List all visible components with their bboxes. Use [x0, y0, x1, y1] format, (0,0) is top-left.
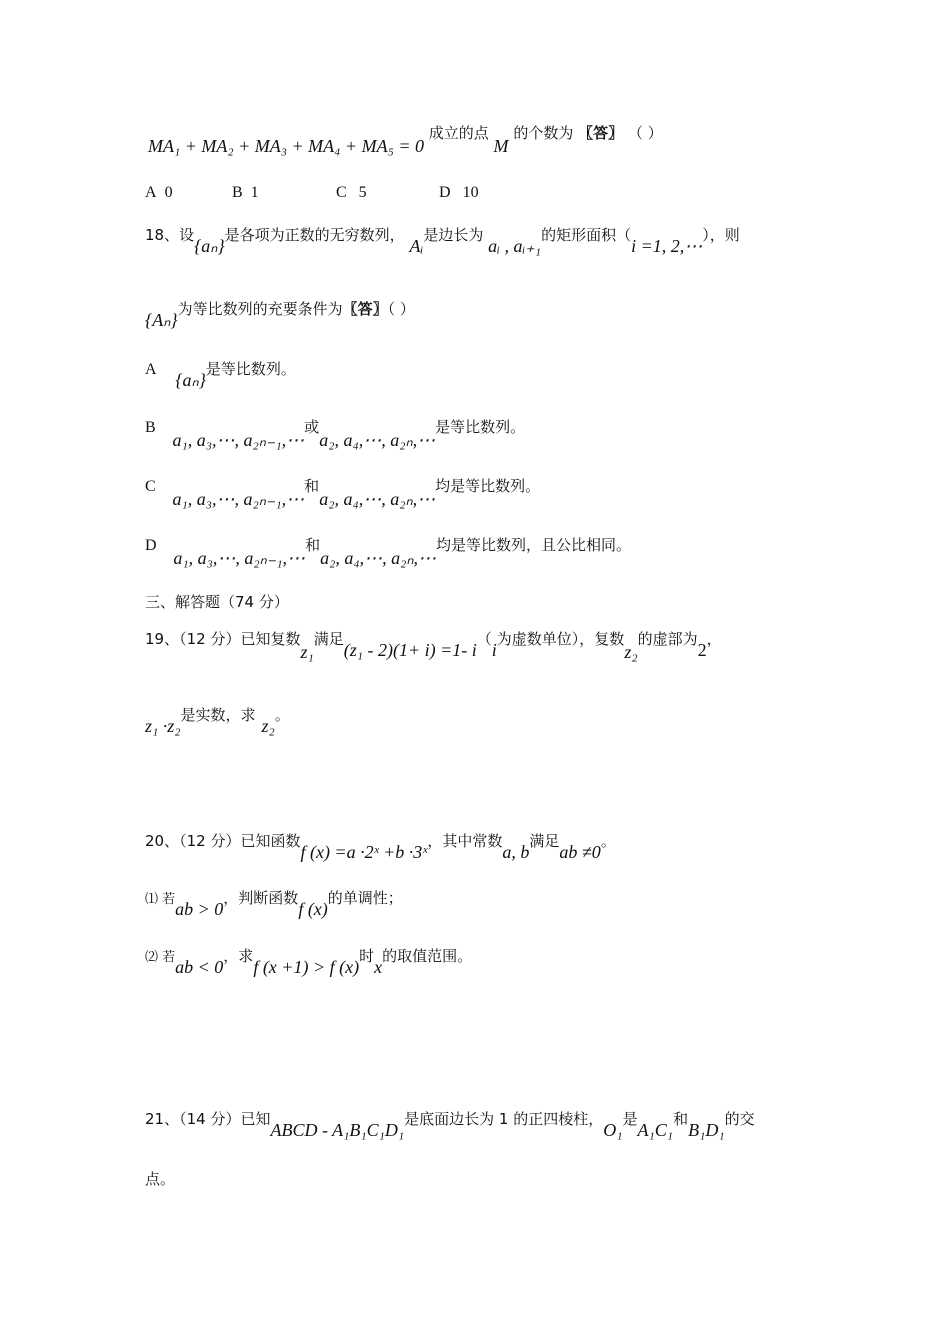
- q19-z1: z₁: [300, 642, 314, 662]
- q21-prism: ABCD - A₁B₁C₁D₁: [270, 1120, 405, 1140]
- q17-text1: 成立的点: [428, 124, 489, 142]
- q20-head: 20、（12 分）已知函数: [145, 832, 301, 850]
- q18-opta-seq: {aₙ}: [175, 370, 206, 390]
- q20-p2-ineq: f (x +1) > f (x): [253, 957, 360, 977]
- q18-optc-odd: a₁, a₃,⋯, a₂ₙ₋₁,⋯: [172, 489, 305, 509]
- q18-line1: [145, 224, 740, 256]
- q18-option-c: C a₁, a₃,⋯, a₂ₙ₋₁,⋯和a₂, a₄,⋯, a₂ₙ,⋯均是等比数列。: [145, 477, 541, 509]
- q18-an: {Aₙ}: [145, 310, 178, 330]
- q18-sides: aᵢ , aᵢ₊₁: [488, 236, 542, 256]
- section-3-heading: 三、解答题（74 分）: [145, 593, 289, 611]
- q18-optd-even: a₂, a₄,⋯, a₂ₙ,⋯: [320, 548, 437, 568]
- q19-z2: z₂: [624, 642, 638, 662]
- q18-t4: ），则: [702, 226, 740, 244]
- q18-t5: 为等比数列的充要条件为: [177, 300, 343, 318]
- q20-part2: ⑵ 若ab < 0，求f (x +1) > f (x)时x的取值范围。: [145, 947, 473, 977]
- q21-line1: 21、（14 分）已知ABCD - A₁B₁C₁D₁是底面边长为 1 的正四棱柱，O₁是A₁C₁和B₁D₁的交: [145, 1110, 755, 1140]
- q18-optb-odd: a₁, a₃,⋯, a₂ₙ₋₁,⋯: [172, 430, 305, 450]
- q18-option-d: D a₁, a₃,⋯, a₂ₙ₋₁,⋯和a₂, a₄,⋯, a₂ₙ,⋯均是等比数列，且公比相同。: [145, 536, 632, 568]
- q17-formula: MA₁ + MA₂ + MA₃ + MA₄ + MA₅ = 0: [148, 136, 424, 156]
- q20-function: f (x) =a ·2ˣ +b ·3ˣ: [300, 842, 428, 862]
- q17-option-b: B 1: [232, 184, 259, 201]
- q21-line2: 点。: [145, 1170, 176, 1188]
- q20-p2-cond: ab < 0: [175, 957, 224, 977]
- q17-paren: （ ）: [627, 124, 663, 142]
- q20-ab: a, b: [502, 842, 530, 862]
- q18-answer-tag: 〖答〗: [342, 300, 388, 318]
- q20-part1: ⑴ 若ab > 0，判断函数f (x)的单调性；: [145, 889, 403, 919]
- q18-optb-even: a₂, a₄,⋯, a₂ₙ,⋯: [319, 430, 436, 450]
- q20-p1-cond: ab > 0: [175, 899, 224, 919]
- q19-z2-b: z₂: [261, 716, 275, 736]
- q18-t3: 的矩形面积（: [541, 226, 632, 244]
- q17-option-a: A 0: [145, 184, 173, 201]
- q18-seq: {aₙ}: [194, 236, 225, 256]
- q21-head: 21、（14 分）已知: [145, 1110, 271, 1128]
- q20-p1-f: f (x): [298, 899, 328, 919]
- q20-p2-x: x: [374, 957, 383, 977]
- q19-i: i: [491, 640, 497, 660]
- q17-option-d: D 10: [439, 184, 479, 201]
- q19-line2: z₁ ·z₂是实数，求z₂。: [145, 706, 290, 736]
- q20-condition: ab ≠0: [559, 842, 601, 862]
- q18-option-b: B a₁, a₃,⋯, a₂ₙ₋₁,⋯或a₂, a₄,⋯, a₂ₙ,⋯是等比数列。: [145, 418, 526, 450]
- q19-head: 19、（12 分）已知复数: [145, 630, 301, 648]
- q19-line1: 19、（12 分）已知复数z₁满足(z₁ - 2)(1+ i) =1- i（i为虚数单位），复数z₂的虚部为2，: [145, 630, 722, 662]
- q17-answer-tag: 〖答〗: [578, 124, 624, 142]
- q21-b1d1: B₁D₁: [688, 1120, 725, 1140]
- q17-var: M: [493, 136, 509, 156]
- q18-t2: 是边长为: [423, 226, 484, 244]
- q18-t1: 是各项为正数的无穷数列，: [224, 226, 405, 244]
- q18-option-a: A {aₙ}是等比数列。: [145, 360, 296, 390]
- q17-line: [148, 124, 663, 157]
- q21-a1c1: A₁C₁: [637, 1120, 674, 1140]
- q18-ai: Aᵢ: [409, 236, 424, 256]
- q17-text2: 的个数为: [513, 124, 574, 142]
- q21-o1: O₁: [603, 1120, 623, 1140]
- q18-opta-text: 是等比数列。: [205, 360, 296, 378]
- q17-option-c: C 5: [336, 184, 367, 201]
- q18-optc-even: a₂, a₄,⋯, a₂ₙ,⋯: [319, 489, 436, 509]
- q20-line1: 20、（12 分）已知函数f (x) =a ·2ˣ +b ·3ˣ，其中常数a, b满足ab ≠0。: [145, 832, 616, 862]
- q18-range: i =1, 2,⋯: [631, 236, 703, 256]
- q18-number: 18、设: [145, 226, 195, 244]
- q18-line2: [145, 298, 415, 330]
- q19-product: z₁ ·z₂: [145, 716, 181, 736]
- q19-two: 2: [697, 640, 707, 660]
- q18-paren: （ ）: [387, 300, 415, 318]
- q18-optd-odd: a₁, a₃,⋯, a₂ₙ₋₁,⋯: [173, 548, 306, 568]
- q19-equation: (z₁ - 2)(1+ i) =1- i: [343, 640, 477, 660]
